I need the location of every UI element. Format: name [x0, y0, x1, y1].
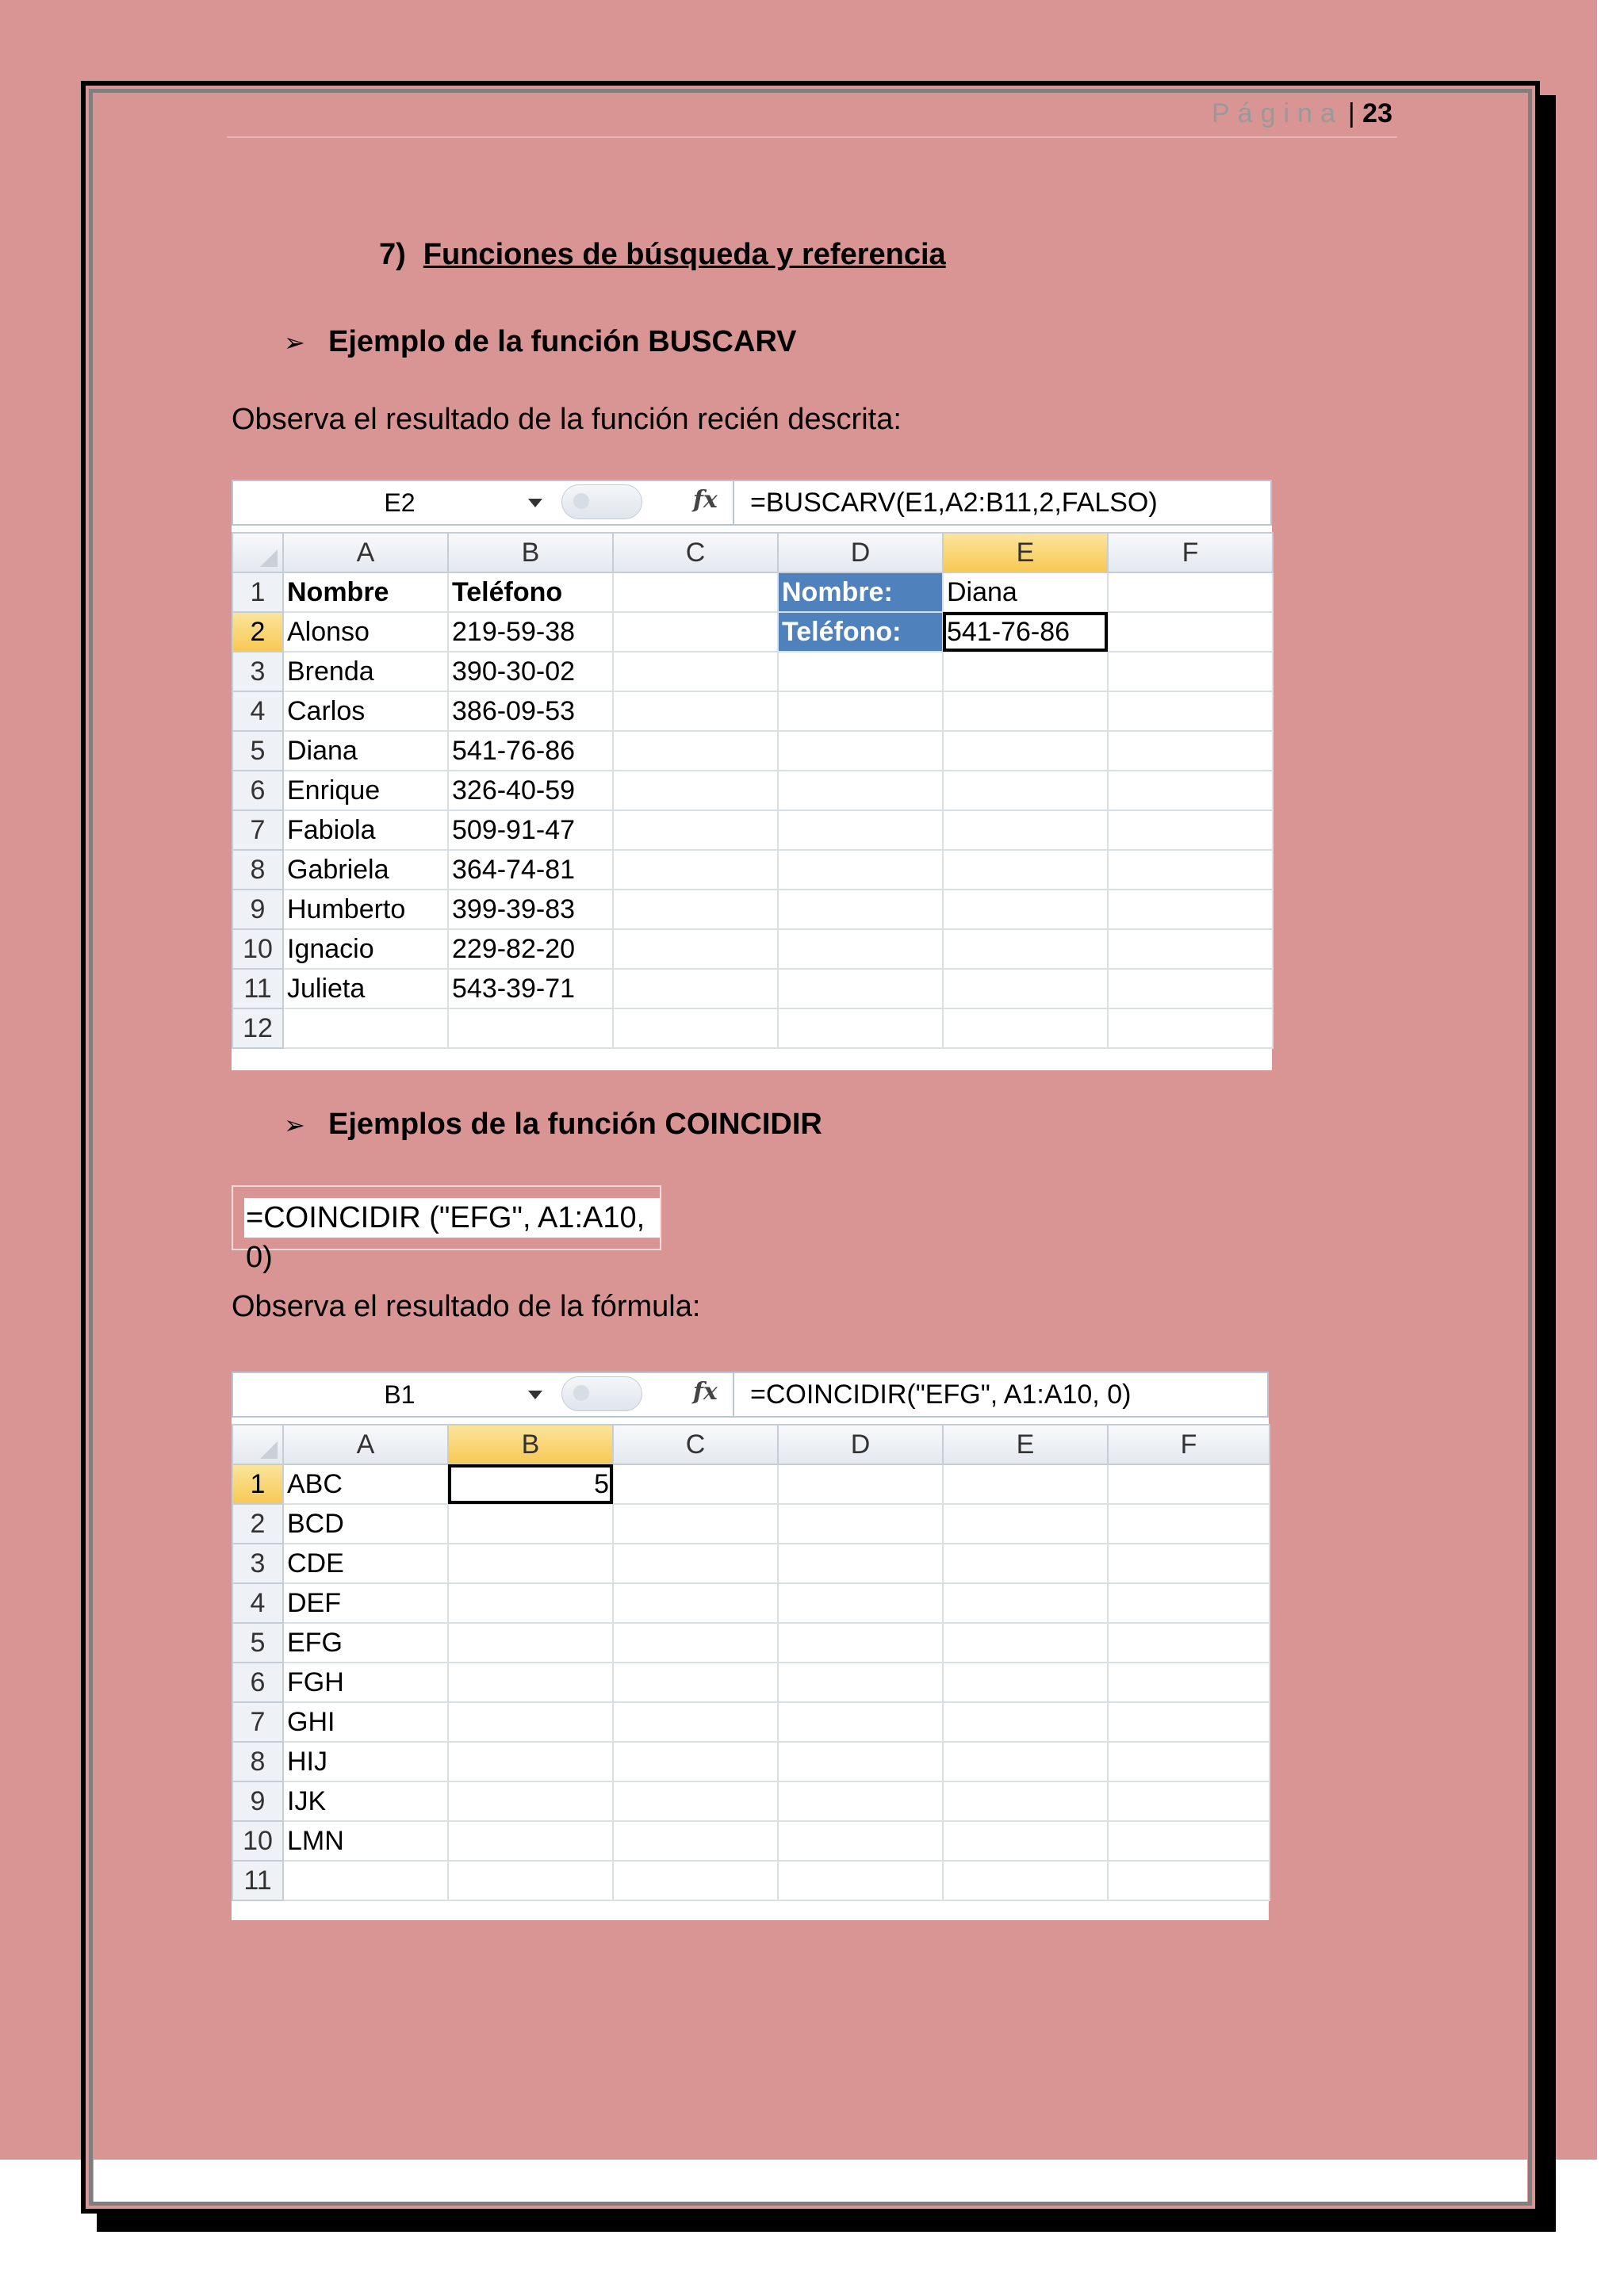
column-header-row — [232, 533, 1273, 572]
cell-grid — [232, 532, 1274, 1049]
cell[interactable] — [943, 1781, 1108, 1821]
table-row — [232, 1821, 1270, 1861]
cell[interactable] — [1108, 1504, 1270, 1544]
row-header[interactable]: 7 — [232, 1702, 283, 1742]
row-header[interactable]: 3 — [232, 652, 283, 691]
row-header[interactable]: 4 — [232, 1583, 283, 1623]
cell[interactable]: BCD — [283, 1504, 448, 1544]
table-row — [232, 1663, 1270, 1702]
bullet-coincidir — [284, 1108, 822, 1142]
cell[interactable] — [448, 1742, 613, 1781]
cell[interactable] — [778, 1781, 943, 1821]
cell[interactable] — [613, 1861, 778, 1900]
row-header[interactable]: 9 — [232, 890, 283, 929]
table-row — [232, 1702, 1270, 1742]
formula-example-box — [232, 1185, 661, 1274]
formula-bar — [232, 1372, 1269, 1418]
cell[interactable]: EFG — [283, 1623, 448, 1663]
cell[interactable] — [778, 1742, 943, 1781]
cell[interactable]: 219-59-38 — [448, 612, 613, 652]
cell[interactable] — [613, 1742, 778, 1781]
cell[interactable]: Teléfono: — [778, 612, 943, 652]
cell[interactable] — [943, 1544, 1108, 1583]
cell[interactable] — [613, 771, 778, 810]
cell[interactable] — [1108, 1663, 1270, 1702]
cell[interactable] — [778, 929, 943, 969]
cell[interactable]: Nombre: — [778, 572, 943, 612]
cell[interactable] — [613, 1008, 778, 1048]
cell[interactable]: 399-39-83 — [448, 890, 613, 929]
cell[interactable]: Nombre — [283, 572, 448, 612]
section-number: 7) — [379, 238, 406, 271]
active-cell[interactable]: 5 — [448, 1464, 613, 1504]
cell[interactable] — [1108, 1702, 1270, 1742]
cell[interactable] — [943, 1702, 1108, 1742]
cell[interactable] — [778, 1821, 943, 1861]
cell[interactable] — [778, 850, 943, 890]
cell[interactable]: IJK — [283, 1781, 448, 1821]
cell[interactable] — [943, 1008, 1108, 1048]
cell[interactable] — [448, 1008, 613, 1048]
cell[interactable] — [1108, 572, 1273, 612]
cell[interactable] — [943, 771, 1108, 810]
cell[interactable]: Carlos — [283, 691, 448, 731]
cell[interactable] — [613, 652, 778, 691]
formula-bar-divider — [733, 481, 734, 524]
cell[interactable] — [1108, 1742, 1270, 1781]
cell[interactable]: Gabriela — [283, 850, 448, 890]
cell[interactable] — [613, 1464, 778, 1504]
column-header-selected[interactable]: B — [448, 1425, 613, 1464]
cell[interactable] — [1108, 652, 1273, 691]
cell[interactable]: Alonso — [283, 612, 448, 652]
cell[interactable] — [613, 850, 778, 890]
cell[interactable] — [613, 1623, 778, 1663]
cell[interactable]: 326-40-59 — [448, 771, 613, 810]
cell[interactable]: 390-30-02 — [448, 652, 613, 691]
cell[interactable]: 543-39-71 — [448, 969, 613, 1008]
formula-bar — [232, 480, 1272, 526]
cell[interactable] — [613, 1821, 778, 1861]
column-header-row — [232, 1425, 1270, 1464]
cell[interactable]: Teléfono — [448, 572, 613, 612]
cell[interactable]: Diana — [283, 731, 448, 771]
table-row — [232, 850, 1273, 890]
cell[interactable] — [1108, 1781, 1270, 1821]
cell[interactable] — [613, 691, 778, 731]
cell[interactable] — [613, 890, 778, 929]
row-header[interactable]: 5 — [232, 731, 283, 771]
row-header[interactable]: 11 — [232, 1861, 283, 1900]
cell[interactable] — [943, 890, 1108, 929]
page-number: 23 — [1362, 98, 1392, 128]
table-row — [232, 771, 1273, 810]
cell[interactable] — [778, 1583, 943, 1623]
bottom-strip — [94, 2160, 1527, 2202]
cell[interactable]: HIJ — [283, 1742, 448, 1781]
column-header[interactable]: C — [613, 533, 778, 572]
cell[interactable] — [943, 1821, 1108, 1861]
cell[interactable]: Diana — [943, 572, 1108, 612]
cell[interactable]: 364-74-81 — [448, 850, 613, 890]
arrow-bullet-icon: ➢ — [284, 1111, 305, 1139]
column-header[interactable]: C — [613, 1425, 778, 1464]
cell[interactable] — [943, 1464, 1108, 1504]
cell[interactable] — [448, 1861, 613, 1900]
active-cell[interactable]: 541-76-86 — [943, 612, 1108, 652]
cell[interactable] — [448, 1623, 613, 1663]
cell[interactable] — [778, 969, 943, 1008]
cell[interactable] — [943, 929, 1108, 969]
cell[interactable]: ABC — [283, 1464, 448, 1504]
cell[interactable] — [613, 1583, 778, 1623]
cell[interactable] — [778, 1663, 943, 1702]
cell[interactable]: 541-76-86 — [448, 731, 613, 771]
cell-grid — [232, 1424, 1270, 1901]
cell[interactable] — [1108, 810, 1273, 850]
cell[interactable] — [448, 1504, 613, 1544]
row-header[interactable]: 6 — [232, 771, 283, 810]
row-header[interactable]: 10 — [232, 929, 283, 969]
table-row — [232, 731, 1273, 771]
cell[interactable]: Julieta — [283, 969, 448, 1008]
cell[interactable] — [943, 850, 1108, 890]
cell[interactable]: 386-09-53 — [448, 691, 613, 731]
cell[interactable] — [613, 1702, 778, 1742]
table-row — [232, 1623, 1270, 1663]
column-header[interactable]: F — [1108, 533, 1273, 572]
cell[interactable] — [613, 929, 778, 969]
cell[interactable] — [1108, 1861, 1270, 1900]
bullet-text: Ejemplos de la función COINCIDIR — [328, 1108, 822, 1141]
cell[interactable] — [943, 1504, 1108, 1544]
row-header-selected[interactable]: 1 — [232, 1464, 283, 1504]
row-header[interactable]: 10 — [232, 1821, 283, 1861]
cell[interactable] — [778, 810, 943, 850]
table-row — [232, 969, 1273, 1008]
cell[interactable] — [1108, 612, 1273, 652]
cell[interactable] — [1108, 1464, 1270, 1504]
cell[interactable] — [778, 1504, 943, 1544]
cell[interactable] — [778, 1623, 943, 1663]
cell[interactable] — [778, 731, 943, 771]
cell[interactable] — [1108, 691, 1273, 731]
cell[interactable]: Humberto — [283, 890, 448, 929]
cell[interactable] — [613, 969, 778, 1008]
table-row — [232, 890, 1273, 929]
column-header[interactable]: A — [283, 533, 448, 572]
fx-icon[interactable]: fx — [693, 1378, 718, 1406]
cell[interactable] — [613, 612, 778, 652]
cell[interactable] — [943, 969, 1108, 1008]
arrow-bullet-icon: ➢ — [284, 328, 305, 357]
cell[interactable] — [613, 1781, 778, 1821]
select-all-corner[interactable] — [232, 533, 283, 572]
cell[interactable] — [1108, 1623, 1270, 1663]
row-header[interactable]: 12 — [232, 1008, 283, 1048]
cell[interactable] — [613, 731, 778, 771]
table-row — [232, 1861, 1270, 1900]
cell[interactable] — [778, 1702, 943, 1742]
cell[interactable] — [943, 1583, 1108, 1623]
cell[interactable] — [1108, 890, 1273, 929]
paragraph-2: Observa el resultado de la fórmula: — [232, 1290, 701, 1323]
header-separator: | — [1347, 98, 1355, 128]
column-header-selected[interactable]: E — [943, 533, 1108, 572]
bullet-buscarv — [284, 325, 796, 359]
name-box[interactable]: B1 — [384, 1380, 416, 1409]
formula-example: =COINCIDIR ("EFG", A1:A10, 0) — [244, 1198, 660, 1238]
cell[interactable] — [778, 1861, 943, 1900]
cell[interactable] — [448, 1663, 613, 1702]
table-row — [232, 1008, 1273, 1048]
cell[interactable]: CDE — [283, 1544, 448, 1583]
cell[interactable] — [448, 1821, 613, 1861]
column-header[interactable]: E — [943, 1425, 1108, 1464]
cell[interactable] — [943, 1623, 1108, 1663]
cell[interactable]: 509-91-47 — [448, 810, 613, 850]
cell[interactable] — [1108, 1008, 1273, 1048]
column-header[interactable]: F — [1108, 1425, 1270, 1464]
cell[interactable] — [943, 1861, 1108, 1900]
table-row — [232, 691, 1273, 731]
page-label: Página — [1212, 98, 1343, 128]
select-all-corner[interactable] — [232, 1425, 283, 1464]
formula-bar-resize-handle[interactable] — [561, 484, 642, 519]
cell[interactable] — [943, 1742, 1108, 1781]
formula-bar-resize-handle[interactable] — [561, 1376, 642, 1411]
table-row — [232, 572, 1273, 612]
cell[interactable] — [1108, 1544, 1270, 1583]
cell[interactable] — [613, 1544, 778, 1583]
cell[interactable]: Ignacio — [283, 929, 448, 969]
column-header[interactable]: B — [448, 533, 613, 572]
cell[interactable] — [448, 1544, 613, 1583]
chevron-down-icon[interactable] — [528, 499, 542, 507]
cell[interactable] — [943, 731, 1108, 771]
row-header[interactable]: 11 — [232, 969, 283, 1008]
cell[interactable] — [943, 810, 1108, 850]
page-header — [227, 97, 1397, 138]
cell[interactable] — [1108, 1821, 1270, 1861]
row-header[interactable]: 8 — [232, 850, 283, 890]
table-row — [232, 1504, 1270, 1544]
cell[interactable] — [943, 652, 1108, 691]
table-row — [232, 1781, 1270, 1821]
cell[interactable] — [613, 1663, 778, 1702]
row-header[interactable]: 7 — [232, 810, 283, 850]
table-row — [232, 1544, 1270, 1583]
formula-input[interactable]: =COINCIDIR("EFG", A1:A10, 0) — [750, 1380, 1132, 1410]
cell[interactable] — [283, 1008, 448, 1048]
cell[interactable] — [778, 1008, 943, 1048]
spreadsheet-buscarv — [232, 480, 1272, 1070]
table-row — [232, 1742, 1270, 1781]
cell[interactable] — [1108, 771, 1273, 810]
column-header[interactable]: D — [778, 533, 943, 572]
row-header[interactable]: 8 — [232, 1742, 283, 1781]
column-header[interactable]: A — [283, 1425, 448, 1464]
cell[interactable] — [613, 572, 778, 612]
cell[interactable] — [778, 1464, 943, 1504]
row-header[interactable]: 6 — [232, 1663, 283, 1702]
table-row — [232, 1464, 1270, 1504]
cell[interactable]: DEF — [283, 1583, 448, 1623]
cell[interactable] — [778, 652, 943, 691]
cell[interactable]: Brenda — [283, 652, 448, 691]
row-header[interactable]: 1 — [232, 572, 283, 612]
row-header-selected[interactable]: 2 — [232, 612, 283, 652]
cell[interactable]: LMN — [283, 1821, 448, 1861]
cell[interactable]: 229-82-20 — [448, 929, 613, 969]
table-row — [232, 810, 1273, 850]
cell[interactable] — [448, 1702, 613, 1742]
section-heading — [379, 238, 946, 272]
cell[interactable] — [778, 691, 943, 731]
cell[interactable] — [778, 1544, 943, 1583]
table-row — [232, 929, 1273, 969]
formula-bar-divider — [733, 1373, 734, 1416]
cell[interactable] — [613, 810, 778, 850]
cell[interactable] — [778, 890, 943, 929]
table-row — [232, 652, 1273, 691]
name-box[interactable]: E2 — [384, 488, 416, 517]
cell[interactable] — [1108, 1583, 1270, 1623]
formula-input[interactable]: =BUSCARV(E1,A2:B11,2,FALSO) — [750, 488, 1158, 518]
cell[interactable]: Enrique — [283, 771, 448, 810]
cell[interactable] — [943, 691, 1108, 731]
cell[interactable] — [283, 1861, 448, 1900]
cell[interactable]: Fabiola — [283, 810, 448, 850]
cell[interactable] — [448, 1781, 613, 1821]
cell[interactable] — [448, 1583, 613, 1623]
cell[interactable]: GHI — [283, 1702, 448, 1742]
row-header[interactable]: 9 — [232, 1781, 283, 1821]
chevron-down-icon[interactable] — [528, 1391, 542, 1399]
paragraph-1: Observa el resultado de la función recién descrita: — [232, 403, 902, 436]
fx-icon[interactable]: fx — [693, 486, 718, 514]
bullet-text: Ejemplo de la función BUSCARV — [328, 325, 797, 358]
cell[interactable] — [613, 1504, 778, 1544]
spreadsheet-coincidir — [232, 1372, 1269, 1920]
cell[interactable] — [943, 1663, 1108, 1702]
section-title: Funciones de búsqueda y referencia — [423, 238, 946, 271]
row-header[interactable]: 2 — [232, 1504, 283, 1544]
cell[interactable] — [1108, 731, 1273, 771]
page-number-label — [1212, 98, 1392, 129]
cell[interactable] — [778, 771, 943, 810]
cell[interactable]: FGH — [283, 1663, 448, 1702]
row-header[interactable]: 5 — [232, 1623, 283, 1663]
row-header[interactable]: 3 — [232, 1544, 283, 1583]
table-row — [232, 612, 1273, 652]
column-header[interactable]: D — [778, 1425, 943, 1464]
row-header[interactable]: 4 — [232, 691, 283, 731]
cell[interactable] — [1108, 929, 1273, 969]
cell[interactable] — [1108, 850, 1273, 890]
cell[interactable] — [1108, 969, 1273, 1008]
table-row — [232, 1583, 1270, 1623]
